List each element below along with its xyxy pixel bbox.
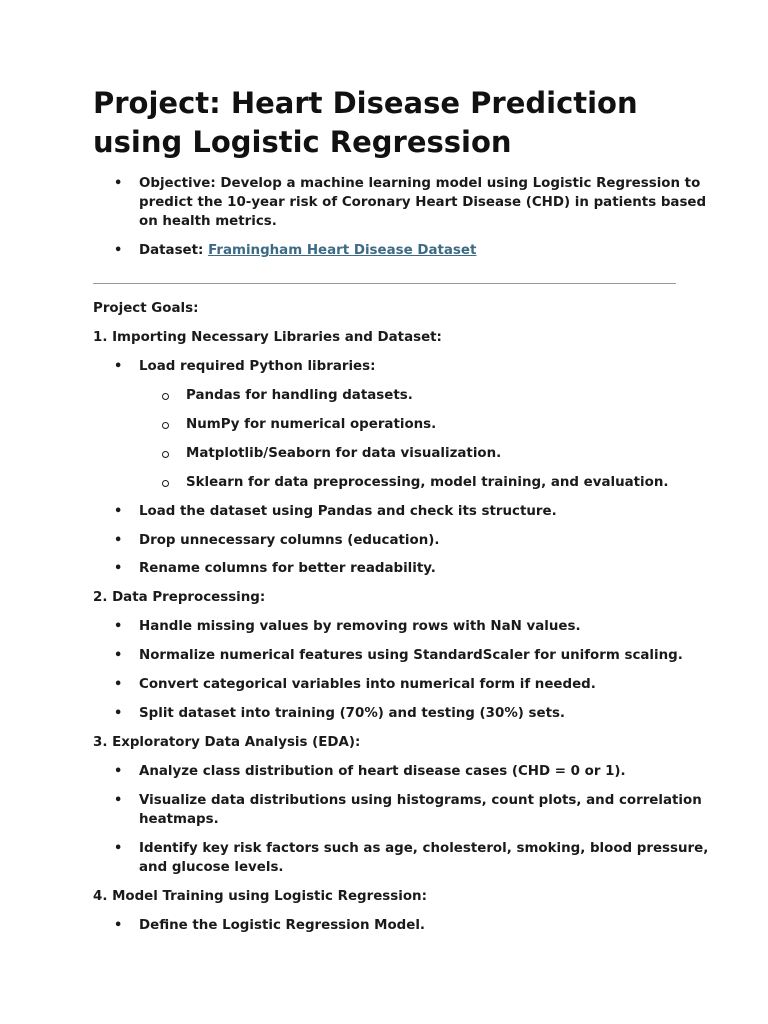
bullet-icon: •	[114, 677, 123, 692]
sub-list-item: Sklearn for data preprocessing, model training, and evaluation.	[93, 473, 768, 492]
list-item: • Normalize numerical features using StandardScaler for uniform scaling.	[114, 648, 683, 663]
objective-text: Objective: Develop a machine learning model using Logistic Regression to predict the 10-year risk of Coronary Heart Disease (CHD) in patients based on health metrics.	[139, 176, 707, 229]
bullet-icon: •	[114, 504, 123, 519]
bullet-icon: •	[114, 648, 123, 663]
bullet-icon: •	[114, 793, 123, 808]
list-item: • Drop unnecessary columns (education).	[114, 533, 440, 548]
dataset-link[interactable]: Framingham Heart Disease Dataset	[208, 243, 477, 258]
bullet-icon: •	[114, 706, 123, 721]
bullet-icon: •	[114, 764, 123, 779]
bullet-icon: •	[114, 619, 123, 634]
bullet-icon: •	[114, 561, 123, 576]
section-heading-4: 4. Model Training using Logistic Regression:	[93, 889, 427, 904]
bullet-icon: •	[114, 918, 123, 933]
goals-heading: Project Goals:	[93, 301, 199, 316]
circle-bullet-icon	[162, 422, 169, 429]
list-item: • Convert categorical variables into numerical form if needed.	[114, 677, 596, 692]
list-item: • Identify key risk factors such as age, cholesterol, smoking, blood pressure, and glucose levels.	[114, 841, 709, 875]
section-heading-1: 1. Importing Necessary Libraries and Dataset:	[93, 330, 442, 345]
list-item: • Split dataset into training (70%) and testing (30%) sets.	[114, 706, 566, 721]
objective-item	[93, 174, 722, 231]
list-item: • Handle missing values by removing rows with NaN values.	[114, 619, 581, 634]
list-item: • Analyze class distribution of heart disease cases (CHD = 0 or 1).	[114, 764, 626, 779]
circle-bullet-icon	[162, 451, 169, 458]
list-item: • Load required Python libraries:	[114, 359, 376, 374]
page-title: Project: Heart Disease Prediction using Logistic Regression	[93, 86, 638, 159]
list-item: • Load the dataset using Pandas and check its structure.	[114, 504, 557, 519]
circle-bullet-icon	[162, 393, 169, 400]
bullet-icon: •	[114, 533, 123, 548]
list-item: • Rename columns for better readability.	[114, 561, 436, 576]
horizontal-divider	[93, 283, 676, 284]
list-item: • Visualize data distributions using histograms, count plots, and correlation heatmaps.	[114, 793, 702, 827]
bullet-icon: •	[114, 841, 123, 856]
list-item: • Define the Logistic Regression Model.	[114, 918, 426, 933]
bullet-icon: •	[114, 359, 123, 374]
section-heading-3: 3. Exploratory Data Analysis (EDA):	[93, 735, 361, 750]
sub-list-item: NumPy for numerical operations.	[93, 415, 768, 434]
sub-list-item: Matplotlib/Seaborn for data visualization.	[93, 444, 768, 463]
section-heading-2: 2. Data Preprocessing:	[93, 590, 266, 605]
sub-list-item: Pandas for handling datasets.	[93, 386, 768, 405]
dataset-item	[93, 241, 722, 260]
bullet-icon: •	[114, 176, 123, 191]
dataset-label: Dataset:	[139, 243, 209, 258]
circle-bullet-icon	[162, 480, 169, 487]
bullet-icon: •	[114, 243, 123, 258]
